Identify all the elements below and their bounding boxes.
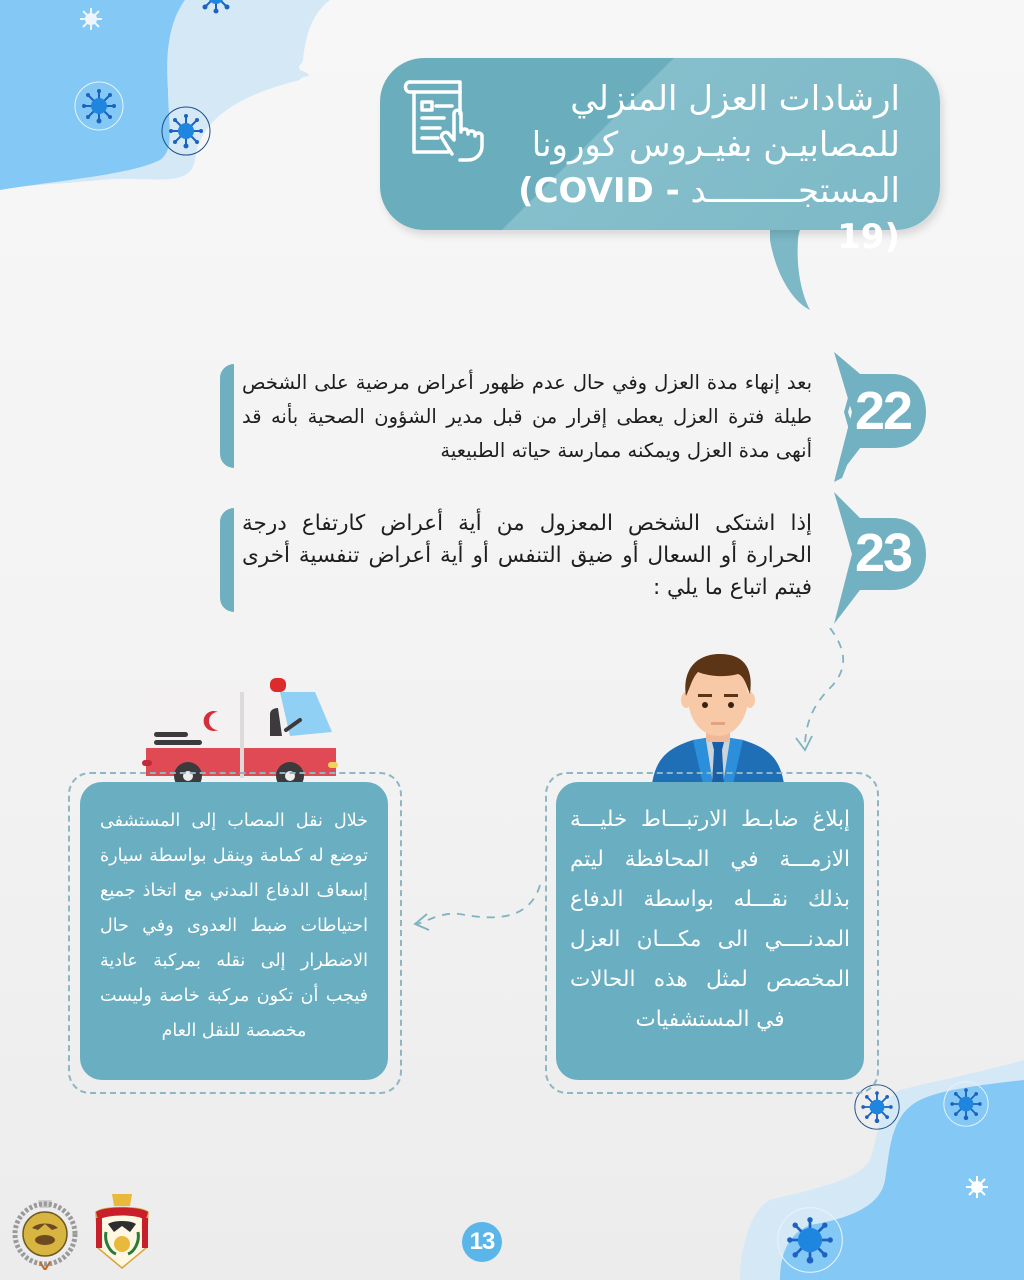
page-title [500,76,900,260]
page-number-badge: 13 [462,1222,502,1262]
public-security-emblem-icon [12,1194,78,1270]
ambulance-icon [140,676,340,786]
item-number: 23 [854,523,912,583]
item-bracket-left [220,364,234,468]
item-bracket-left [220,508,234,612]
document-checklist-hand-icon [400,72,492,164]
officer-person-icon [648,648,788,784]
jordan-coat-of-arms-icon [92,1192,152,1270]
item-text: إذا اشتكى الشخص المعزول من أية أعراض كارتفاع درجة الحرارة أو السعال أو ضيق التنفس أو أية أعراض تنفسية أخرى فيتم اتباع ما يلي : [242,511,812,600]
step-card-text: إبلاغ ضابـط الارتبـــاط خليـــة الازمـــة في المحافظة ليتم بذلك نقـــله بواسطة الدفاع المدنــــي الى مكـــان العزل المخصص لمثل هذه الحالات في المستشفيات [570,807,850,1032]
virus-outline-icon [964,1174,990,1200]
title-line-2: للمصابيـن بفيـروس كورونا [531,125,900,165]
title-line-1: ارشادات العزل المنزلي [570,79,900,119]
covid-label: (COVID - 19) [518,171,900,257]
title-banner [380,58,940,257]
flow-arrow-left [405,880,545,940]
item-number: 22 [854,381,912,441]
flow-arrow-down [790,628,860,758]
step-card-notify [556,782,864,1080]
virus-icon [775,1205,845,1275]
title-bubble-container [0,0,1024,320]
step-card-transport [80,782,388,1080]
virus-icon [942,1080,990,1128]
title-line-3: المستجـــــــــد (COVID - 19) [518,171,900,257]
item-text: بعد إنهاء مدة العزل وفي حال عدم ظهور أعراض مرضية على الشخص طيلة فترة العزل يعطى إقرار من قبل مدير الشؤون الصحية بأنه قد أنهى مدة العزل ويمكنه ممارسة حياته الطبيعية [242,371,812,462]
step-card-text: خلال نقل المصاب إلى المستشفى توضع له كمامة وينقل بواسطة سيارة إسعاف الدفاع المدني مع اتخاذ جميع احتياطات ضبط العدوى وفي حال الاضطرار إلى نقله بمركبة عادية فيجب أن تكون مركبة خاصة وليست مخصصة للنقل العام [100,811,368,1041]
